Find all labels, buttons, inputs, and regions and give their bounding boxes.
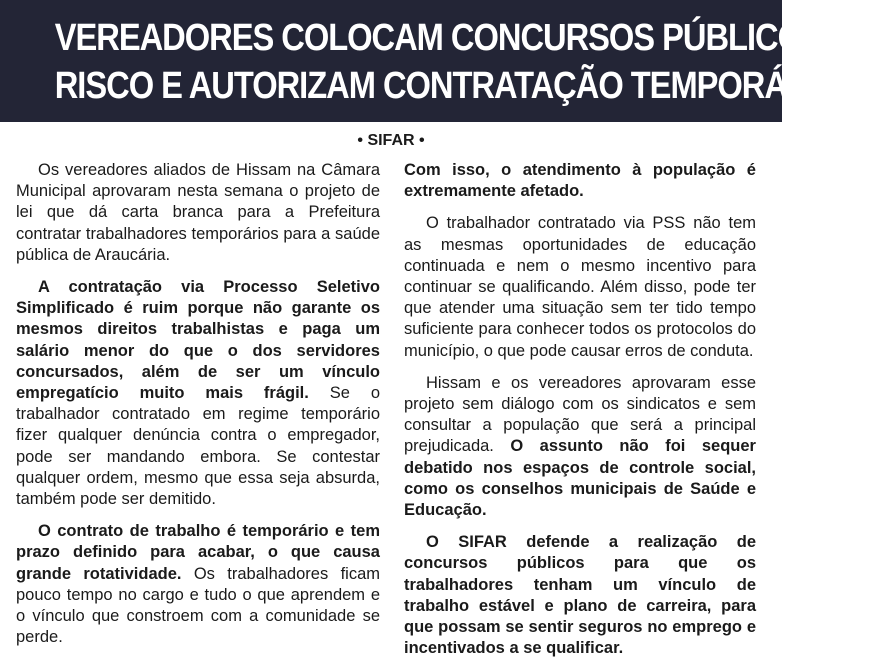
paragraph-6-emphasis: O assunto não foi sequer debatido nos espaços de controle social, como os conselhos municipais de Saúde e Educação. bbox=[404, 437, 756, 520]
byline: • SIFAR • bbox=[357, 132, 425, 149]
paragraph-2-emphasis: A contratação via Processo Seletivo Simplificado é ruim porque não garante os mesmos direitos trabalhistas e paga um salário menor do que o dos servidores concursados, além de ser um vínculo empregatício muito mais frágil. bbox=[16, 278, 380, 403]
paragraph-3-emphasis: O contrato de trabalho é temporário e tem prazo definido para acabar, o que causa grande rotatividade. bbox=[16, 522, 380, 583]
headline-line-1: VEREADORES COLOCAM CONCURSOS PÚBLICOS EM bbox=[54, 17, 878, 59]
paragraph-7 bbox=[404, 532, 756, 659]
paragraph-3 bbox=[16, 521, 380, 648]
paragraph-1: Os vereadores aliados de Hissam na Câmara Municipal aprovaram nesta semana o projeto de lei que dá carta branca para a Prefeitura contratar trabalhadores temporários para a saúde pública de Araucária. bbox=[16, 161, 380, 264]
paragraph-4 bbox=[404, 160, 756, 202]
headline bbox=[54, 14, 878, 110]
paragraph-4-emphasis: Com isso, o atendimento à população é extremamente afetado. bbox=[404, 161, 756, 201]
left-column bbox=[16, 160, 380, 659]
paragraph-5: O trabalhador contratado via PSS não tem as mesmas oportunidades de educação continuada e nem o mesmo incentivo para continuar se qualificando. Além disso, pode ter que atender uma situação sem ter tido tempo suficiente para conhecer todos os protocolos do município, o que pode causar erros de conduta. bbox=[404, 214, 756, 360]
paragraph-6 bbox=[404, 373, 756, 521]
paragraph-6-text: Hissam e os vereadores aprovaram esse projeto sem diálogo com os sindicatos e sem consultar a população que será a principal prejudicada. bbox=[404, 373, 756, 456]
paragraph-2-text: Se o trabalhador contratado em regime temporário fizer qualquer denúncia contra o empregador, pode ser mandando embora. Se contestar qualquer ordem, mesmo que essa seja absurda, também pode ser demitido. bbox=[16, 384, 381, 509]
paragraph-3-text: Os trabalhadores ficam pouco tempo no cargo e tudo o que aprendem e o vínculo que constroem com a comunidade se perde. bbox=[16, 564, 380, 647]
paragraph-2 bbox=[16, 277, 380, 510]
right-column bbox=[404, 160, 756, 670]
headline-line-2: RISCO E AUTORIZAM CONTRATAÇÃO TEMPORÁRIA bbox=[54, 65, 841, 107]
paragraph-7-emphasis: O SIFAR defende a realização de concursos públicos para que os trabalhadores tenham um vínculo de trabalho estável e plano de carreira, para que possam se sentir seguros no emprego e incentivados a se qualificar. bbox=[404, 533, 756, 658]
